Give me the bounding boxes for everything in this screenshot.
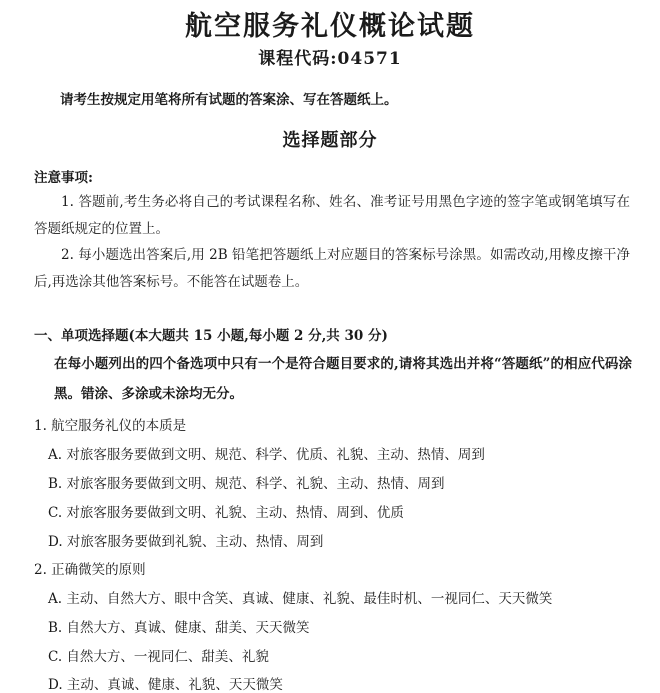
notice-heading: 注意事项: (34, 170, 93, 186)
option-d: D. 主动、真诚、健康、礼貌、天天微笑 (48, 677, 283, 693)
part-description: 在每小题列出的四个备选项中只有一个是符合题目要求的,请将其选出并将“答题纸”的相应代码涂黑。错涂、多涂或未涂均无分。 (54, 356, 632, 402)
exam-instruction: 请考生按规定用笔将所有试题的答案涂、写在答题纸上。 (60, 92, 398, 108)
option-b: B. 自然大方、真诚、健康、甜美、天天微笑 (48, 620, 310, 636)
option-b: B. 对旅客服务要做到文明、规范、科学、礼貌、主动、热情、周到 (48, 476, 445, 492)
section-title: 选择题部分 (282, 130, 378, 151)
course-code: 课程代码:04571 (258, 49, 402, 69)
option-a: A. 主动、自然大方、眼中含笑、真诚、健康、礼貌、最佳时机、一视同仁、天天微笑 (48, 591, 553, 607)
question-stem: 1. 航空服务礼仪的本质是 (34, 418, 187, 434)
option-a: A. 对旅客服务要做到文明、规范、科学、优质、礼貌、主动、热情、周到 (48, 447, 485, 463)
exam-title: 航空服务礼仪概论试题 (185, 11, 475, 42)
part-heading: 一、单项选择题(本大题共 15 小题,每小题 2 分,共 30 分) (34, 328, 388, 344)
option-d: D. 对旅客服务要做到礼貌、主动、热情、周到 (48, 534, 324, 550)
question-stem: 2. 正确微笑的原则 (34, 562, 146, 578)
option-c: C. 自然大方、一视同仁、甜美、礼貌 (48, 649, 269, 665)
notice-item-2: 2. 每小题选出答案后,用 2B 铅笔把答题纸上对应题目的答案标号涂黑。如需改动,用橡皮擦干净后,再选涂其他答案标号。不能答在试题卷上。 (34, 247, 630, 290)
notice-item-1: 1. 答题前,考生务必将自己的考试课程名称、姓名、准考证号用黑色字迹的签字笔或钢笔填写在答题纸规定的位置上。 (34, 194, 630, 237)
option-c: C. 对旅客服务要做到文明、礼貌、主动、热情、周到、优质 (48, 505, 404, 521)
